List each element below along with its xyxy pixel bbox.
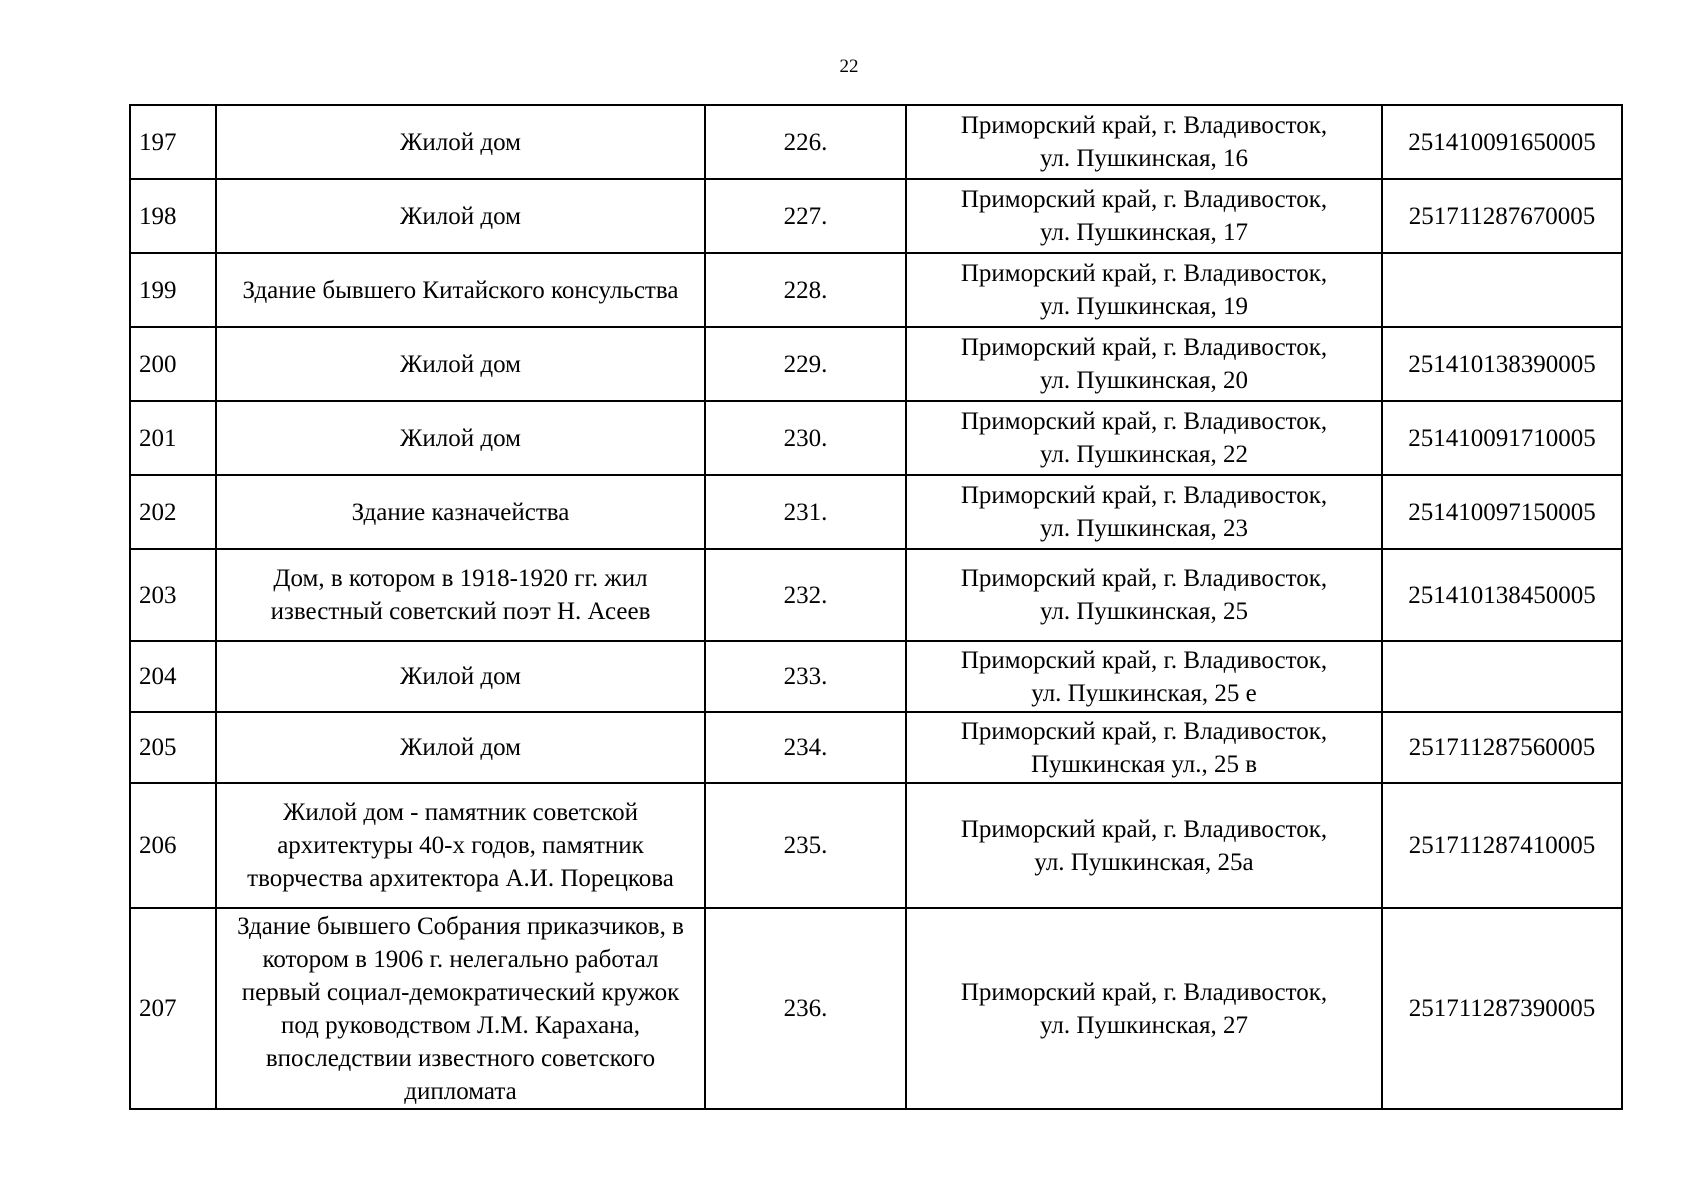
registry-number-cell: 251711287390005 — [1382, 908, 1622, 1109]
address-cell — [906, 712, 1382, 783]
item-index-cell: 235. — [705, 783, 906, 908]
address-line: ул. Пушкинская, 20 — [1039, 367, 1249, 394]
object-name-cell: Жилой дом — [216, 105, 705, 179]
address-cell — [906, 327, 1382, 401]
object-name-cell: Здание бывшего Собрания приказчиков, в котором в 1906 г. нелегально работал первый социал-демократический кружок под руководством Л.М. Карахана, впоследствии известного советского дипломата — [216, 908, 705, 1109]
registry-number-cell: 251711287670005 — [1382, 179, 1622, 253]
table-row — [130, 475, 1622, 549]
address-cell — [906, 401, 1382, 475]
object-name-cell: Дом, в котором в 1918-1920 гг. жил известный советский поэт Н. Асеев — [216, 549, 705, 641]
table-row — [130, 105, 1622, 179]
object-name-cell: Жилой дом — [216, 641, 705, 712]
table-row — [130, 641, 1622, 712]
table-row — [130, 253, 1622, 327]
table-row — [130, 549, 1622, 641]
object-name-cell: Жилой дом - памятник советской архитектуры 40-х годов, памятник творчества архитектора А.И. Порецкова — [216, 783, 705, 908]
address-line: Приморский край, г. Владивосток, — [960, 408, 1328, 435]
item-index-cell: 231. — [705, 475, 906, 549]
address-line: ул. Пушкинская, 27 — [1039, 1011, 1249, 1039]
registry-number-cell — [1382, 253, 1622, 327]
registry-number-cell — [1382, 641, 1622, 712]
table-row — [130, 179, 1622, 253]
address-cell — [906, 475, 1382, 549]
address-line: ул. Пушкинская, 17 — [1039, 219, 1249, 246]
table-row — [130, 712, 1622, 783]
address-line: Приморский край, г. Владивосток, — [960, 565, 1328, 592]
address-line: ул. Пушкинская, 23 — [1039, 515, 1249, 542]
row-number-cell: 200 — [130, 327, 216, 401]
address-line: Приморский край, г. Владивосток, — [960, 646, 1328, 674]
address-line: ул. Пушкинская, 19 — [1039, 293, 1249, 320]
address-line: Приморский край, г. Владивосток, — [960, 815, 1328, 843]
item-index-cell: 229. — [705, 327, 906, 401]
item-index-cell: 232. — [705, 549, 906, 641]
item-index-cell: 227. — [705, 179, 906, 253]
item-index-cell: 233. — [705, 641, 906, 712]
address-line: Приморский край, г. Владивосток, — [960, 978, 1328, 1006]
registry-number-cell: 251410091710005 — [1382, 401, 1622, 475]
registry-number-cell: 251711287560005 — [1382, 712, 1622, 783]
address-cell — [906, 179, 1382, 253]
row-number-cell: 197 — [130, 105, 216, 179]
item-index-cell: 234. — [705, 712, 906, 783]
table-row — [130, 327, 1622, 401]
address-line: Приморский край, г. Владивосток, — [960, 260, 1328, 287]
address-cell — [906, 253, 1382, 327]
registry-number-cell: 251410091650005 — [1382, 105, 1622, 179]
object-name-cell: Жилой дом — [216, 327, 705, 401]
table-row — [130, 908, 1622, 1109]
row-number-cell: 198 — [130, 179, 216, 253]
address-line: ул. Пушкинская, 25 е — [1031, 679, 1257, 707]
table-row — [130, 783, 1622, 908]
registry-number-cell: 251410138390005 — [1382, 327, 1622, 401]
address-line: ул. Пушкинская, 25 — [1039, 598, 1249, 625]
address-line: Приморский край, г. Владивосток, — [960, 717, 1328, 745]
row-number-cell: 203 — [130, 549, 216, 641]
registry-number-cell: 251410097150005 — [1382, 475, 1622, 549]
address-cell — [906, 908, 1382, 1109]
address-line: Приморский край, г. Владивосток, — [960, 186, 1328, 213]
row-number-cell: 199 — [130, 253, 216, 327]
address-line: Приморский край, г. Владивосток, — [960, 334, 1328, 361]
address-line: ул. Пушкинская, 25а — [1034, 848, 1254, 876]
item-index-cell: 236. — [705, 908, 906, 1109]
object-name-cell: Здание казначейства — [216, 475, 705, 549]
address-cell — [906, 641, 1382, 712]
address-cell — [906, 105, 1382, 179]
item-index-cell: 228. — [705, 253, 906, 327]
address-line: ул. Пушкинская, 16 — [1039, 145, 1249, 172]
page-number: 22 — [839, 56, 859, 77]
registry-number-cell: 251410138450005 — [1382, 549, 1622, 641]
row-number-cell: 207 — [130, 908, 216, 1109]
registry-number-cell: 251711287410005 — [1382, 783, 1622, 908]
object-name-cell: Жилой дом — [216, 401, 705, 475]
address-line: Пушкинская ул., 25 в — [1030, 750, 1258, 778]
row-number-cell: 205 — [130, 712, 216, 783]
object-name-cell: Жилой дом — [216, 712, 705, 783]
address-line: Приморский край, г. Владивосток, — [960, 112, 1328, 139]
object-name-cell: Здание бывшего Китайского консульства — [216, 253, 705, 327]
table-row — [130, 401, 1622, 475]
item-index-cell: 230. — [705, 401, 906, 475]
object-name-cell: Жилой дом — [216, 179, 705, 253]
address-cell — [906, 549, 1382, 641]
row-number-cell: 201 — [130, 401, 216, 475]
heritage-objects-table — [129, 104, 1623, 1110]
item-index-cell: 226. — [705, 105, 906, 179]
address-line: Приморский край, г. Владивосток, — [960, 482, 1328, 509]
row-number-cell: 206 — [130, 783, 216, 908]
row-number-cell: 202 — [130, 475, 216, 549]
row-number-cell: 204 — [130, 641, 216, 712]
address-line: ул. Пушкинская, 22 — [1039, 441, 1249, 468]
address-cell — [906, 783, 1382, 908]
